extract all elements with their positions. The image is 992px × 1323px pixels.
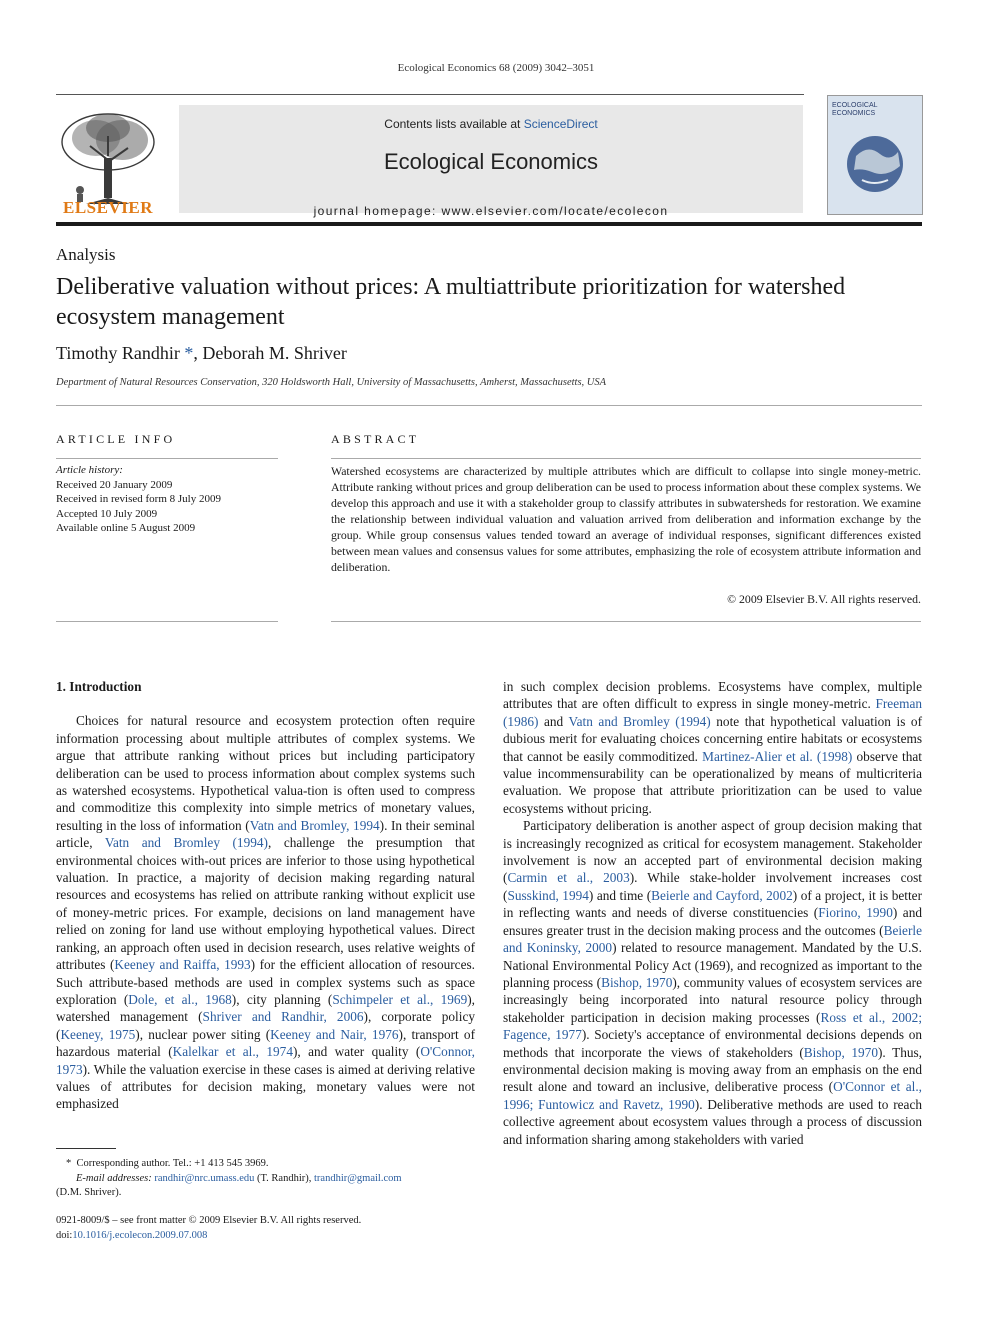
footnote-mark: *: [66, 1158, 72, 1169]
body-text: ) of a project, it is better in reflecting wants and needs of diverse constituencies (: [503, 887, 923, 921]
citation-link[interactable]: Susskind, 1994: [507, 887, 589, 903]
contents-prefix: Contents lists available at: [384, 117, 524, 131]
citation-link[interactable]: Vatn and Bromley, 1994: [249, 817, 380, 833]
citation-link[interactable]: Bishop, 1970: [803, 1044, 878, 1060]
sciencedirect-link[interactable]: ScienceDirect: [523, 117, 598, 131]
abstract-heading: ABSTRACT: [331, 432, 420, 446]
author-name: Timothy Randhir: [56, 343, 180, 363]
citation-link[interactable]: Vatn and Bromley (1994): [568, 713, 711, 729]
citation-link[interactable]: Keeney, 1975: [60, 1026, 136, 1042]
email-label: E-mail addresses:: [76, 1172, 152, 1184]
article-info-rule: [56, 458, 278, 459]
body-text: observe that value incommensurability can be operationalized by means of multicriteria evaluation. We propose that attribute prioritization can be used to value ecosystems without pricing.: [503, 748, 922, 816]
citation-link[interactable]: Shriver and Randhir, 2006: [202, 1009, 364, 1025]
citation-link[interactable]: Beierle and Koninsky, 2000: [503, 922, 922, 956]
body-text: ). Society's acceptance of environmental decisions depends on methods that incorporate the views of stakeholders (: [503, 1027, 923, 1060]
citation-link[interactable]: Martinez-Alier et al. (1998): [702, 748, 853, 764]
article-history: [56, 463, 280, 536]
citation-link[interactable]: O'Connor, 1973: [56, 1044, 475, 1077]
abstract-text: Watershed ecosystems are characterized by multiple attributes which are difficult to collapse into single money-metric. Attribute ranking without prices and group deliberation can be used to process information about these complex systems. We develop this approach and use it with a stakeholder group to classify attributes in subwatersheds for restoration. We examine the relationship between individual valuation and valuation arrived from deliberation and information exchange by the group. While group consensus values tended toward an average of individual responses, significant differences existed between mean values and consensus values for some attributes, emphasizing the role of ecosystem attribute information and deliberation.: [331, 464, 921, 574]
body-text: ), transport of hazardous material (: [56, 1026, 476, 1060]
citation-link[interactable]: Fiorino, 1990: [818, 905, 893, 921]
citation-link[interactable]: Beierle and Cayford, 2002: [651, 887, 793, 903]
history-online: Available online 5 August 2009: [56, 522, 196, 534]
body-text: ) and time (: [588, 887, 652, 903]
body-text: ). In their seminal article,: [56, 817, 475, 851]
cover-title: ECOLOGICAL ECONOMICS: [832, 102, 878, 117]
email-owner: (T. Randhir),: [254, 1172, 315, 1184]
history-label: Article history:: [56, 464, 123, 476]
body-text: ), corporate policy (: [56, 1009, 475, 1042]
intro-paragraph-2: [503, 817, 922, 1148]
contents-available-line: [179, 117, 803, 131]
author-separator: ,: [193, 343, 203, 363]
article-info-heading: ARTICLE INFO: [56, 432, 176, 446]
citation-link[interactable]: Carmin et al., 2003: [507, 870, 630, 886]
abstract-copyright: © 2009 Elsevier B.V. All rights reserved.: [727, 592, 921, 606]
footnote-corresponding-author: [56, 1157, 476, 1201]
journal-masthead: [56, 94, 922, 226]
email-owner: (D.M. Shriver).: [56, 1187, 122, 1198]
body-text: ), city planning (: [231, 991, 333, 1007]
body-text: Participatory deliberation is another aspect of group decision making that is increasingly recognized as critical for ecosystem management. Stakeholder involvement is now an accepted part of environmental decision making (: [503, 818, 922, 886]
body-text: ). Thus, environmental decision making is moving away from an emphasis on the end result alone and toward an inclusive, deliberative process (: [503, 1044, 922, 1095]
body-text: , challenge the presumption that environmental choices with-out prices are inferior to those using hypothetical valuation. In practice, a majority of decision making regarding natural resources and ecosystems has relied on attribute ranking without explicit use of money-metric prices. For example, decisions on land management have relied on zoning for land use without employing hypothetical values. Direct ranking, an approach often used in decision research, uses relative weights of attributes (: [56, 835, 475, 973]
citation-link[interactable]: Kalelkar et al., 1974: [172, 1044, 293, 1060]
body-text: ) and ensures greater trust in the decision making process and the outcomes (: [503, 905, 922, 938]
citation-link[interactable]: Ross et al., 2002; Fagence, 1977: [503, 1009, 923, 1043]
body-text: ) related to resource management. Mandated by the U.S. National Environmental Policy Act (1969), and recognized as important to the planning process (: [503, 940, 922, 990]
citation-link[interactable]: Dole, et al., 1968: [128, 991, 232, 1007]
intro-paragraph-1-continued: [503, 678, 922, 817]
body-text: Choices for natural resource and ecosystem protection often require information processing about multiple attributes of complex systems. We argue that attribute ranking without prices but including participatory deliberation can be used to process information about complex systems such as watershed ecosystems. Hypothetical valua-tion is often used to compress and commoditize this complexity into simple metrics of monetary values, resulting in the loss of information (: [56, 713, 475, 833]
article-title: Deliberative valuation without prices: A multiattribute prioritization for watershed ecosystem management: [56, 274, 846, 330]
citation-link[interactable]: Bishop, 1970: [601, 974, 673, 990]
author-affiliation: Department of Natural Resources Conservation, 320 Holdsworth Hall, University of Massachusetts, Amherst, Massachusetts, USA: [56, 377, 607, 388]
journal-cover-thumbnail[interactable]: [827, 95, 923, 215]
doi-line: [56, 1229, 476, 1244]
abstract-rule: [331, 458, 921, 459]
journal-citation: Ecological Economics 68 (2009) 3042–3051: [397, 62, 595, 74]
citation-link[interactable]: Vatn and Bromley (1994): [104, 835, 268, 851]
citation-link[interactable]: O'Connor et al., 1996; Funtowicz and Ravetz, 1990: [503, 1079, 922, 1112]
citation-link[interactable]: Keeney and Raiffa, 1993: [114, 957, 251, 973]
history-accepted: Accepted 10 July 2009: [56, 507, 158, 520]
footnote-corresponding: Corresponding author. Tel.: +1 413 545 3969.: [76, 1158, 269, 1169]
masthead-bottom-rule: [56, 222, 922, 226]
footnote-rule: [56, 1148, 116, 1149]
body-text: and: [538, 713, 569, 729]
journal-name: Ecological Economics: [384, 149, 598, 174]
author-list: [56, 343, 347, 364]
body-text: ) for the efficient allocation of resources. Such attribute-based methods are used in complex systems such as space exploration (: [56, 957, 475, 1007]
body-text: note that hypothetical valuation is of dubious merit for evaluating choices concerning entire habitats or ecosystems that cannot be easily commoditized.: [503, 713, 922, 764]
section-heading-introduction: 1. Introduction: [56, 679, 142, 694]
body-text: ), watershed management (: [56, 991, 475, 1025]
affiliation-divider: [56, 405, 922, 406]
citation-link[interactable]: Schimpeler et al., 1969: [332, 991, 468, 1007]
citation-link[interactable]: Freeman (1986): [503, 696, 922, 729]
intro-paragraph-1: [56, 712, 475, 1112]
author-name: Deborah M. Shriver: [202, 343, 347, 363]
body-text: in such complex decision problems. Ecosystems have complex, multiple attributes that are often difficult to express in single money-metric.: [503, 679, 922, 712]
body-column-left: [56, 678, 475, 1113]
email-link[interactable]: randhir@nrc.umass.edu: [154, 1172, 255, 1184]
article-info-bottom-rule: [56, 621, 278, 622]
history-received: Received 20 January 2009: [56, 478, 173, 491]
body-text: ), nuclear power siting (: [135, 1026, 271, 1042]
abstract-bottom-rule: [331, 621, 921, 622]
body-text: ). Deliberative methods are used to reach collective agreement about ecosystem values through a process of discussion and information sharing among stakeholders with varied: [503, 1096, 922, 1147]
article-section-label: Analysis: [56, 245, 116, 264]
body-text: ), and water quality (: [292, 1044, 421, 1060]
body-text: ), community values of ecosystem services are increasingly being incorporated into natural resource policy through stakeholder participation in decision making processes (: [503, 974, 922, 1025]
elsevier-wordmark: ELSEVIER: [63, 198, 153, 217]
journal-homepage[interactable]: journal homepage: www.elsevier.com/locate/ecolecon: [313, 204, 669, 218]
email-link[interactable]: trandhir@gmail.com: [314, 1172, 402, 1184]
doi-label: doi:: [56, 1229, 73, 1241]
journal-header-box: [179, 105, 803, 218]
history-revised: Received in revised form 8 July 2009: [56, 493, 221, 505]
corresponding-author-link[interactable]: *: [184, 343, 194, 363]
issn-line: 0921-8009/$ – see front matter © 2009 Elsevier B.V. All rights reserved.: [56, 1215, 362, 1226]
body-text: ). While the valuation exercise in these cases is aimed at deriving relative values of attributes for decision making, monetary values were not emphasized: [56, 1061, 475, 1112]
body-column-right: [503, 678, 922, 1148]
doi-link[interactable]: 10.1016/j.ecolecon.2009.07.008: [72, 1229, 208, 1241]
front-matter-notice: [56, 1214, 476, 1243]
globe-icon: [828, 96, 922, 214]
masthead-top-rule: [56, 94, 804, 95]
body-text: ). While stake-holder involvement increases cost (: [503, 870, 922, 903]
citation-link[interactable]: Keeney and Nair, 1976: [270, 1026, 399, 1042]
